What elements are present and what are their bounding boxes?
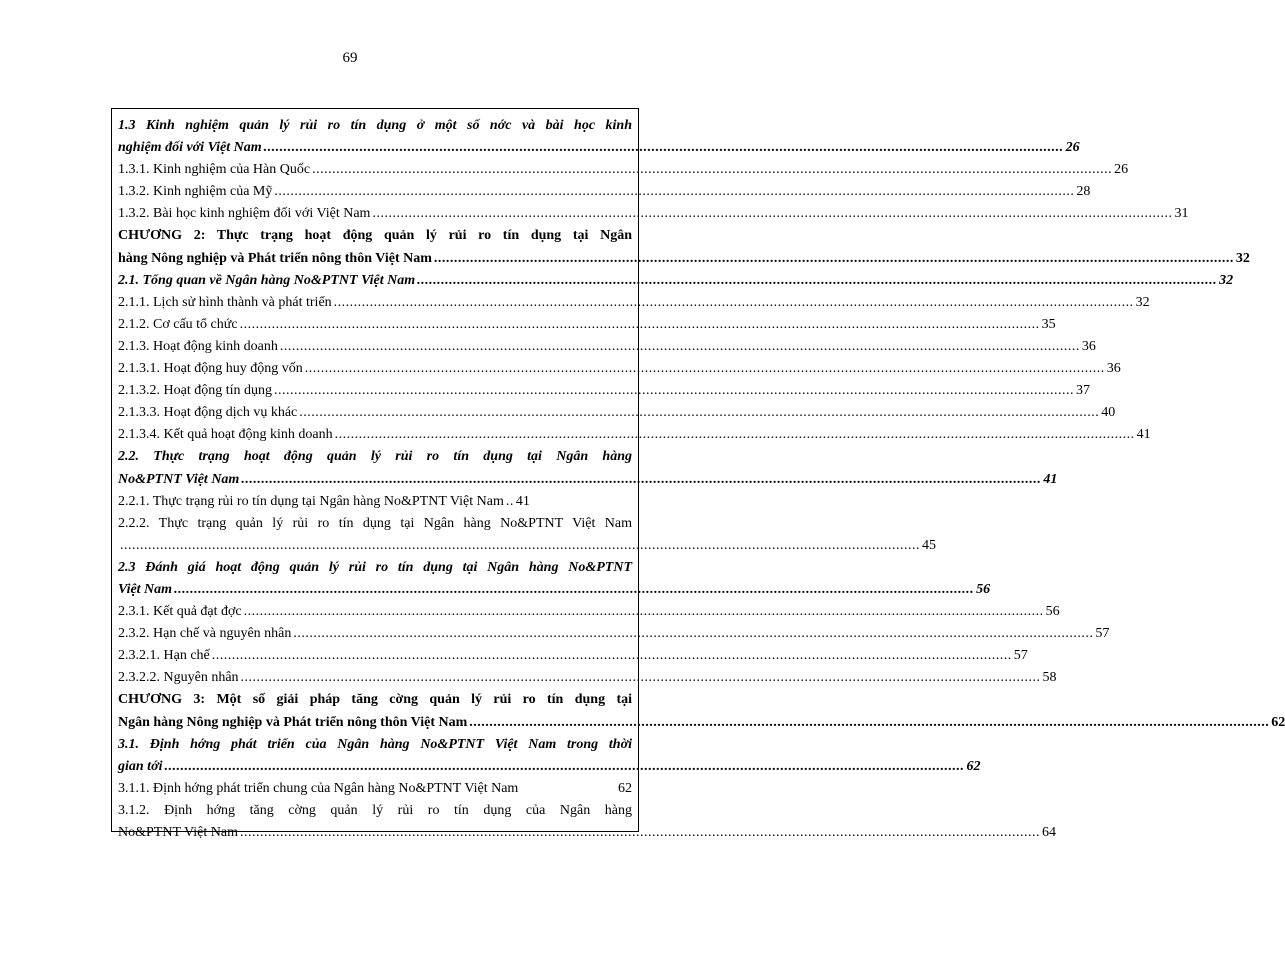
toc-leader-dots: ........................................................................................................................................................................................................ <box>279 338 1080 354</box>
toc-entry-last-line <box>118 358 1121 380</box>
toc-entry-title: Việt Nam <box>118 581 173 597</box>
toc-page-number: 62 <box>966 758 981 774</box>
toc-leader-dots: ........................................................................................................................................................................................................ <box>433 250 1234 266</box>
toc-entry-title: 2.1.3.4. Kết quả hoạt động kinh doanh <box>118 427 333 443</box>
toc-entry-title: 2.1.3.2. Hoạt động tín dụng <box>118 383 272 399</box>
toc-entry-title: Ngân hàng Nông nghiệp và Phát triển nông thôn Việt Nam <box>118 714 468 730</box>
toc-leader-dots: ........................................................................................................................................................................................................ <box>120 537 920 553</box>
toc-entry <box>118 402 1116 424</box>
toc-leader-dots: ........................................................................................................................................................................................................ <box>263 140 1064 156</box>
toc-entry-last-line <box>118 756 981 778</box>
toc-entry <box>118 358 1121 380</box>
toc-page-number: 26 <box>1065 140 1080 156</box>
toc-page-number: 28 <box>1076 184 1091 200</box>
toc-entry-last-line <box>118 402 1116 424</box>
toc-entry <box>118 778 632 800</box>
toc-entry <box>118 225 1250 269</box>
toc-entry-title: 2.1.3. Hoạt động kinh doanh <box>118 338 278 354</box>
toc-entry <box>118 115 1080 159</box>
toc-entry <box>118 159 1129 181</box>
toc-entry-title: 2.2.1. Thực trạng rủi ro tín dụng tại Ngân hàng No&PTNT Việt Nam <box>118 493 504 509</box>
toc-entry <box>118 557 991 601</box>
toc-entry-title: 1.3.1. Kinh nghiệm của Hàn Quốc <box>118 162 311 178</box>
toc-page-number: 36 <box>1081 338 1096 354</box>
toc-page-number: 36 <box>1106 361 1121 377</box>
toc-leader-dots: ........................................................................................................................................................................................................ <box>274 184 1075 200</box>
toc-entry-last-line <box>118 645 1028 667</box>
toc-leader-dots: ........................................................................................................................................................................................................ <box>293 626 1094 642</box>
toc-entry <box>118 380 1090 402</box>
toc-entry-title: 1.3.2. Bài học kinh nghiệm đối với Việt Nam <box>118 206 371 222</box>
toc-entry-last-line <box>118 778 632 800</box>
toc-page-number: 57 <box>1013 648 1028 664</box>
toc-entry-title: No&PTNT Việt Nam <box>118 471 240 487</box>
toc-page-number: 64 <box>1041 825 1056 840</box>
toc-entry <box>118 203 1189 225</box>
toc-page-number: 62 <box>618 780 632 796</box>
toc-page-number: 62 <box>1271 714 1285 730</box>
toc-leader-dots: ........................................................................................................................................................................................................ <box>333 294 1134 310</box>
toc-entry-line: 2.2. Thực trạng hoạt động quản lý rủi ro tín dụng tại Ngân hàng <box>118 449 632 465</box>
toc-page-number: 41 <box>1043 471 1058 487</box>
toc-entry-line: 2.3 Đánh giá hoạt động quản lý rủi ro tín dụng tại Ngân hàng No&PTNT <box>118 559 632 575</box>
toc-page-number: 26 <box>1114 162 1129 178</box>
toc-entry-last-line <box>118 181 1091 203</box>
toc-entry <box>118 601 1060 623</box>
toc-leader-dots: ........................................................................................................................................................................................................ <box>469 714 1270 730</box>
toc-page-number: 31 <box>1174 206 1189 222</box>
table-of-contents <box>111 108 1285 840</box>
toc-leader-dots: ........................................................................................................................................................................................................ <box>334 427 1135 443</box>
toc-entry-line: CHƯƠNG 3: Một số giải pháp tăng cờng quản lý rủi ro tín dụng tại <box>118 692 632 708</box>
toc-leader-dots: ........................................................................................................................................................................................................ <box>241 471 1042 487</box>
toc-entry-last-line <box>118 314 1056 336</box>
toc-entry <box>118 734 981 778</box>
toc-page-number: 57 <box>1095 626 1110 642</box>
toc-entry <box>118 491 632 513</box>
toc-page-number: 32 <box>1135 294 1150 310</box>
toc-entry-last-line <box>118 137 1080 159</box>
toc-entry-last-line <box>118 535 936 557</box>
toc-leader-dots: ........................................................................................................................................................................................................ <box>312 162 1113 178</box>
toc-entry <box>118 645 1028 667</box>
toc-entry-title: 2.3.1. Kết quả đạt đợc <box>118 604 242 620</box>
toc-entry <box>118 513 936 557</box>
toc-page-number: 35 <box>1041 316 1056 332</box>
toc-leader-dots: ........................................................................................................................................................................................................ <box>299 405 1100 421</box>
toc-entry-last-line <box>118 380 1090 402</box>
toc-entry-title: gian tới <box>118 758 163 774</box>
toc-leader-dots: ........................................................................................................................................................................................................ <box>304 361 1105 377</box>
toc-page-number: 41 <box>515 493 530 509</box>
toc-entry-line: 3.1.2. Định hớng tăng cờng quản lý rủi ro tín dụng của Ngân hàng <box>118 802 632 818</box>
toc-entry-title: No&PTNT Việt Nam <box>118 825 238 840</box>
toc-entry-line: 3.1. Định hớng phát triển của Ngân hàng No&PTNT Việt Nam trong thời <box>118 736 632 752</box>
toc-entry-last-line <box>118 248 1250 270</box>
toc-leader-dots: ........................................................................................................................................................................................................ <box>274 383 1074 399</box>
toc-entry-last-line <box>118 159 1129 181</box>
toc-entry-title: 2.1.3.3. Hoạt động dịch vụ khác <box>118 405 298 421</box>
toc-entry-last-line <box>118 667 1057 689</box>
toc-entry-title: 2.1. Tổng quan về Ngân hàng No&PTNT Việt Nam <box>118 272 416 288</box>
toc-entry-title: hàng Nông nghiệp và Phát triển nông thôn Việt Nam <box>118 250 432 266</box>
toc-entry-title: 2.3.2.2. Nguyên nhân <box>118 670 239 686</box>
toc-leader-dots: ........................................................................................................................................................................................................ <box>239 316 1040 332</box>
toc-entry-line: 2.2.2. Thực trạng quản lý rủi ro tín dụng tại Ngân hàng No&PTNT Việt Nam <box>118 515 632 531</box>
toc-entry-last-line <box>118 424 1151 446</box>
toc-entry <box>118 446 1058 490</box>
toc-entry-title: 2.3.2.1. Hạn chế <box>118 648 210 664</box>
toc-entry-title: 2.1.1. Lịch sử hình thành và phát triển <box>118 294 332 310</box>
toc-entry-last-line <box>118 270 1234 292</box>
toc-leader-dots: ........................................................................................................................................................................................................ <box>164 758 965 774</box>
toc-leader-dots: ........................................................................................................................................................................................................ <box>240 670 1041 686</box>
toc-entry-last-line <box>118 491 632 513</box>
toc-leader-dots: ........................................................................................................................................................................................................ <box>243 604 1044 620</box>
toc-leader-dots: ........................................................................................................................................................................................................ <box>372 206 1173 222</box>
toc-page-number: 37 <box>1076 383 1090 399</box>
toc-entry <box>118 181 1091 203</box>
toc-leader-dots: ........................................................................................................................................................................................................ <box>211 648 1012 664</box>
toc-entry-last-line <box>118 601 1060 623</box>
toc-entry <box>118 292 1150 314</box>
toc-page-number: 32 <box>1219 272 1234 288</box>
toc-page-number: 40 <box>1101 405 1116 421</box>
toc-entry-title: 3.1.1. Định hớng phát triển chung của Ngân hàng No&PTNT Việt Nam <box>118 780 519 796</box>
toc-entry <box>118 623 1110 645</box>
toc-page-number: 32 <box>1235 250 1250 266</box>
toc-page-number: 58 <box>1042 670 1057 686</box>
toc-entry-last-line <box>118 292 1150 314</box>
toc-entry-line: CHƯƠNG 2: Thực trạng hoạt động quản lý rủi ro tín dụng tại Ngân <box>118 228 632 244</box>
toc-entry <box>118 314 1056 336</box>
toc-entry <box>118 336 1096 358</box>
toc-entry-last-line <box>118 822 1056 844</box>
toc-entry-last-line <box>118 712 1285 734</box>
toc-page-number: 56 <box>976 581 991 597</box>
toc-entry-title: 2.3.2. Hạn chế và nguyên nhân <box>118 626 292 642</box>
toc-entry-title: 1.3.2. Kinh nghiệm của Mỹ <box>118 184 273 200</box>
page-number: 69 <box>342 50 358 66</box>
toc-entry <box>118 800 1056 844</box>
toc-entry <box>118 689 1285 733</box>
toc-entry <box>118 270 1234 292</box>
toc-leader-dots: ........................................................................................................................................................................................................ <box>239 825 1040 840</box>
toc-leader-dots: .. <box>505 493 514 509</box>
toc-entry-line: 1.3 Kinh nghiệm quản lý rủi ro tín dụng ở một số nớc và bài học kinh <box>118 118 632 133</box>
toc-entry <box>118 667 1057 689</box>
toc-page-number: 56 <box>1045 604 1060 620</box>
toc-entry-last-line <box>118 203 1189 225</box>
toc-entry-title: 2.1.2. Cơ cấu tổ chức <box>118 316 238 332</box>
toc-page-number: 45 <box>922 537 936 553</box>
toc-entry-last-line <box>118 579 991 601</box>
toc-entry-title: 2.1.3.1. Hoạt động huy động vốn <box>118 361 303 377</box>
toc-entry-last-line <box>118 469 1058 491</box>
toc-leader-dots: ........................................................................................................................................................................................................ <box>417 272 1218 288</box>
toc-leader-dots: ........................................................................................................................................................................................................ <box>174 581 975 597</box>
toc-entry-last-line <box>118 336 1096 358</box>
toc-entry-last-line <box>118 623 1110 645</box>
toc-page-number: 41 <box>1136 427 1151 443</box>
toc-entry <box>118 424 1151 446</box>
toc-entry-title: nghiệm đối với Việt Nam <box>118 140 262 156</box>
